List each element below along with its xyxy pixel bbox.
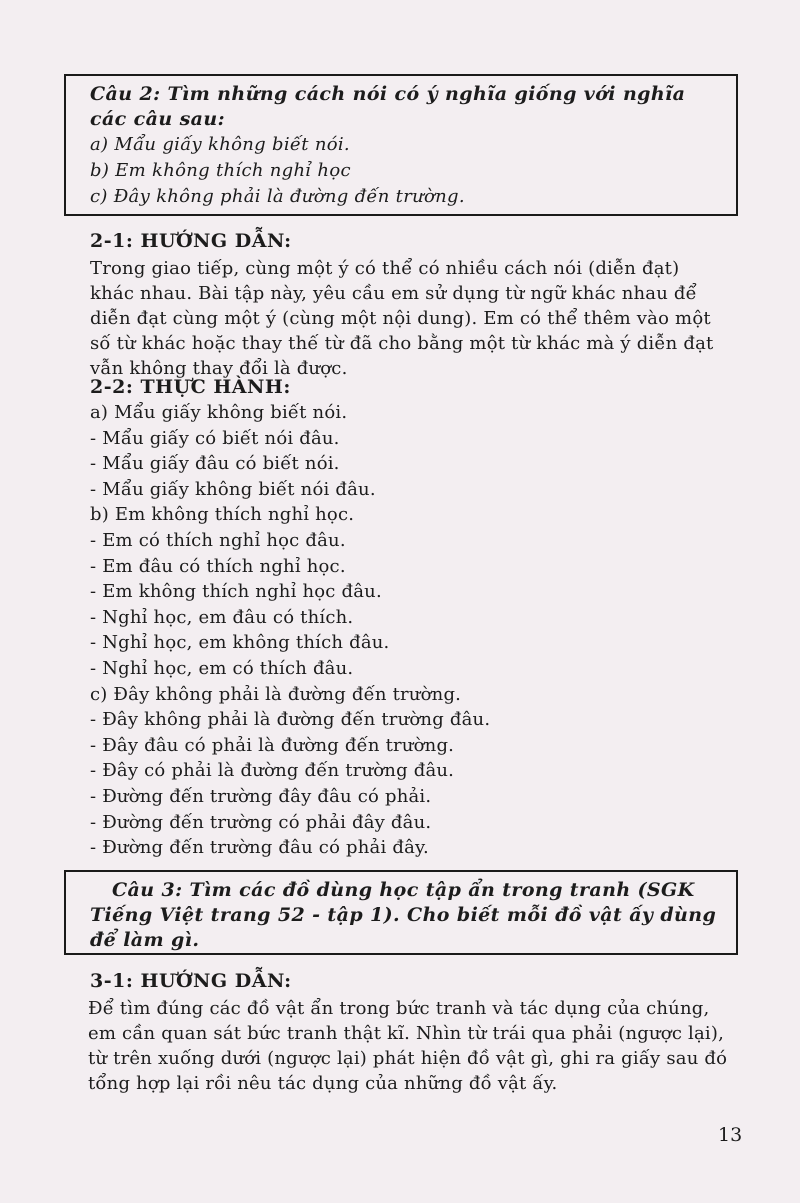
list-item: c) Đây không phải là đường đến trường. bbox=[90, 683, 462, 705]
question-3-title-line3: để làm gì. bbox=[90, 929, 200, 951]
question-3-title-line1 bbox=[90, 878, 736, 903]
page-number: 13 bbox=[718, 1124, 743, 1146]
question-2-title-line2: các câu sau: bbox=[90, 108, 226, 130]
list-item: - Đường đến trường có phải đây đâu. bbox=[90, 811, 432, 833]
paragraph-line: vẫn không thay đổi là được. bbox=[90, 358, 348, 379]
section-2-2-list bbox=[90, 400, 490, 861]
list-item: b) Em không thích nghỉ học. bbox=[90, 504, 355, 526]
list-item: - Mẩu giấy đâu có biết nói. bbox=[90, 453, 340, 475]
list-item: - Nghỉ học, em có thích đâu. bbox=[90, 657, 354, 679]
paragraph-line: số từ khác hoặc thay thế từ đã cho bằng một từ khác mà ý diễn đạt bbox=[90, 333, 714, 354]
list-item: - Đây không phải là đường đến trường đâu. bbox=[90, 709, 491, 731]
section-3-1-paragraph bbox=[88, 996, 738, 1096]
paragraph-line: tổng hợp lại rồi nêu tác dụng của những đồ vật ấy. bbox=[88, 1073, 558, 1094]
list-item: - Em không thích nghỉ học đâu. bbox=[90, 581, 382, 603]
list-item: - Đây có phải là đường đến trường đâu. bbox=[90, 760, 455, 782]
paragraph-line: khác nhau. Bài tập này, yêu cầu em sử dụng từ ngữ khác nhau để bbox=[90, 283, 697, 304]
paragraph-line: em cần quan sát bức tranh thật kĩ. Nhìn từ trái qua phải (ngược lại), bbox=[88, 1023, 725, 1044]
list-item: - Em đâu có thích nghỉ học. bbox=[90, 555, 346, 577]
list-item: a) Mẩu giấy không biết nói. bbox=[90, 402, 348, 423]
list-item: - Mẩu giấy không biết nói đâu. bbox=[90, 478, 376, 500]
list-item: - Em có thích nghỉ học đâu. bbox=[90, 529, 346, 551]
question-3-title-line2: Tiếng Việt trang 52 - tập 1). Cho biết mỗi đồ vật ấy dùng bbox=[90, 904, 717, 926]
list-item: - Đường đến trường đâu có phải đây. bbox=[90, 837, 429, 859]
paragraph-line: Trong giao tiếp, cùng một ý có thể có nhiều cách nói (diễn đạt) bbox=[90, 258, 680, 279]
question-2-item-b: b) Em không thích nghỉ học bbox=[90, 160, 351, 181]
list-item: - Đường đến trường đây đâu có phải. bbox=[90, 785, 432, 807]
section-3-1-heading: 3-1: HƯỚNG DẪN: bbox=[90, 970, 292, 992]
paragraph-line: Để tìm đúng các đồ vật ẩn trong bức tranh và tác dụng của chúng, bbox=[88, 998, 710, 1019]
list-item: - Nghỉ học, em đâu có thích. bbox=[90, 606, 354, 628]
list-item: - Đây đâu có phải là đường đến trường. bbox=[90, 734, 455, 756]
paragraph-line: diễn đạt cùng một ý (cùng một nội dung). Em có thể thêm vào một bbox=[90, 308, 711, 329]
question-2-box bbox=[64, 74, 738, 216]
question-2-item-c: c) Đây không phải là đường đến trường. bbox=[90, 186, 465, 207]
question-2-item-a: a) Mẩu giấy không biết nói. bbox=[90, 134, 350, 155]
section-2-1-paragraph bbox=[90, 256, 740, 381]
section-2-2-heading: 2-2: THỰC HÀNH: bbox=[90, 376, 291, 398]
paragraph-line: từ trên xuống dưới (ngược lại) phát hiện đồ vật gì, ghi ra giấy sau đó bbox=[88, 1048, 728, 1069]
section-2-1-heading: 2-1: HƯỚNG DẪN: bbox=[90, 230, 292, 252]
question-3-box bbox=[64, 870, 738, 955]
question-2-title-line1: Câu 2: Tìm những cách nói có ý nghĩa giống với nghĩa bbox=[90, 83, 686, 105]
list-item: - Nghỉ học, em không thích đâu. bbox=[90, 632, 390, 654]
list-item: - Mẩu giấy có biết nói đâu. bbox=[90, 427, 340, 449]
question-3-title-text: Câu 3: Tìm các đồ dùng học tập ẩn trong tranh (SGK bbox=[112, 879, 695, 901]
